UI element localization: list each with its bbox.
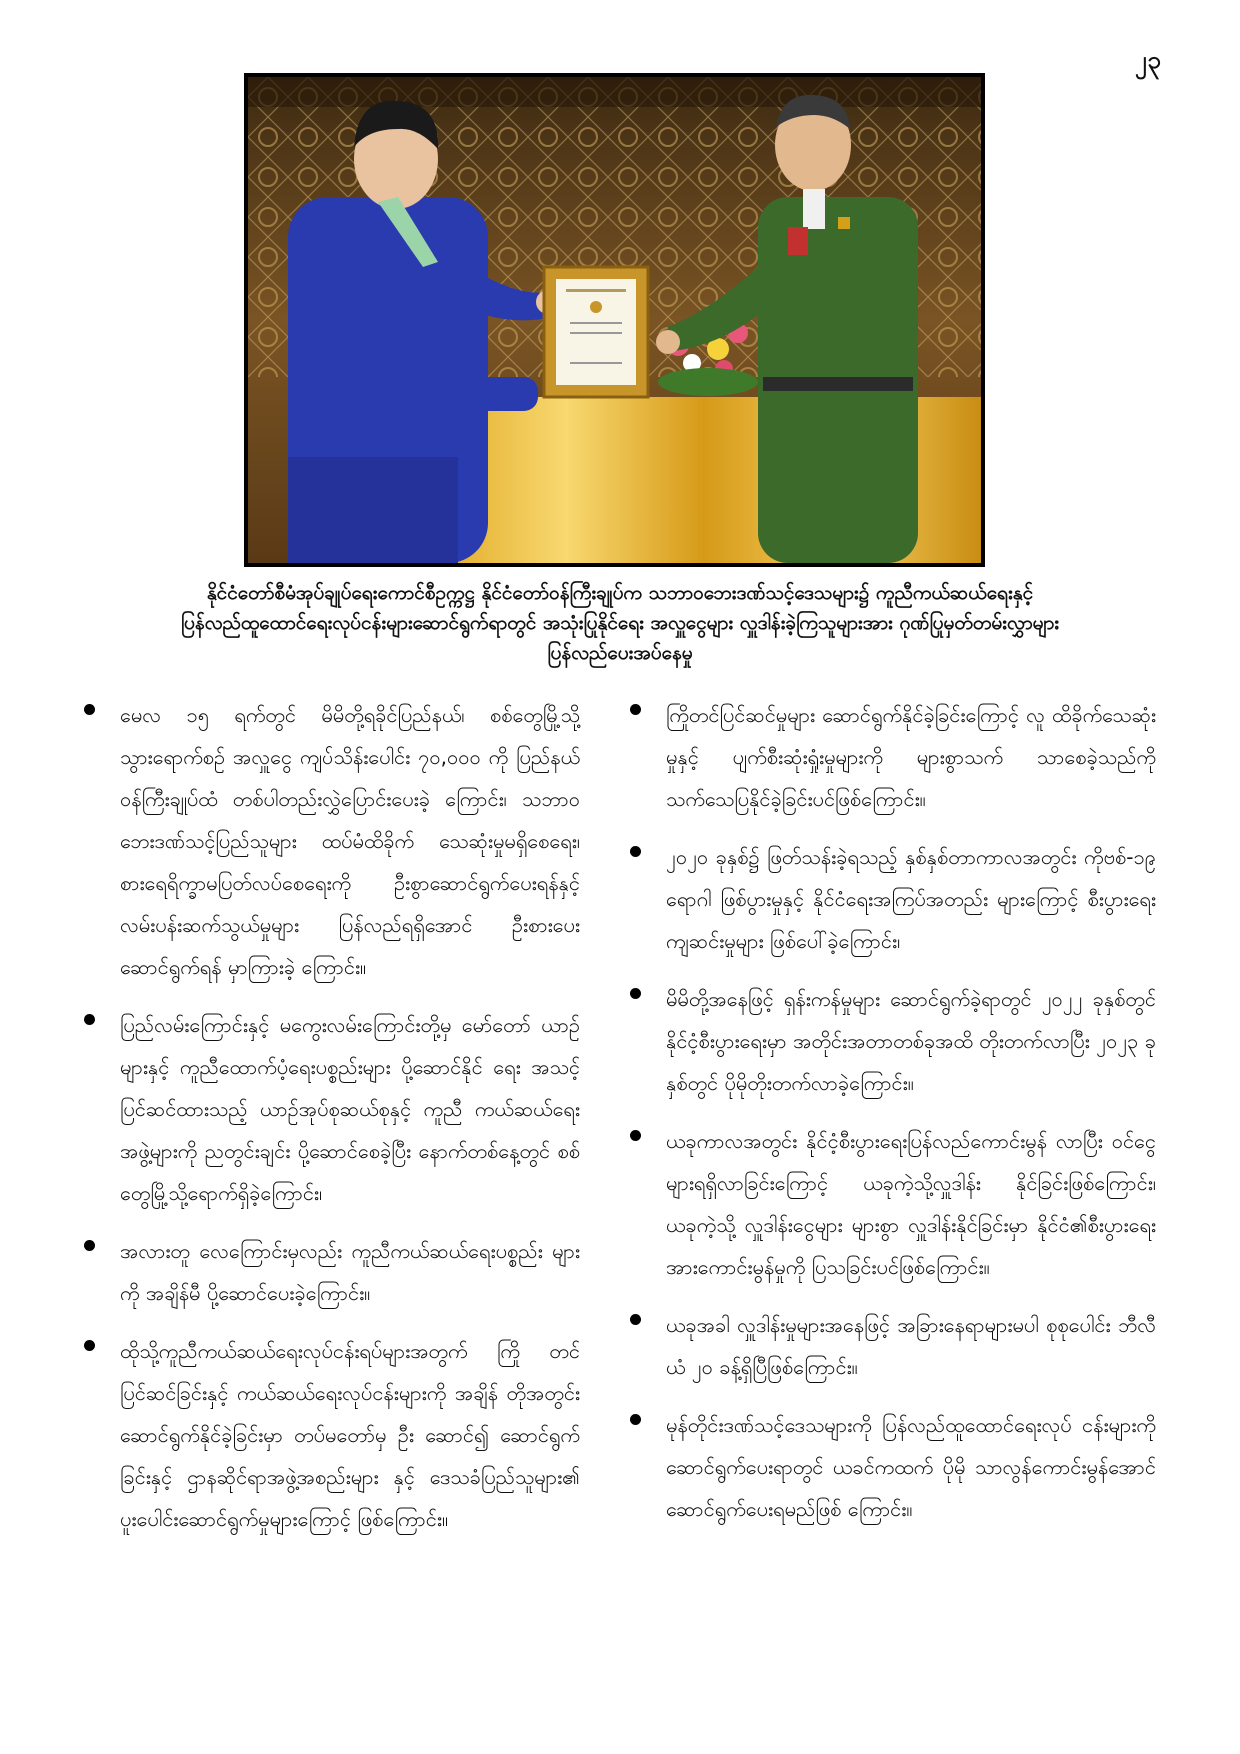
ceremony-photo-illustration xyxy=(248,77,981,563)
bullet-dot-icon xyxy=(84,1014,95,1025)
bullet-text: မုန်တိုင်းဒဏ်သင့်ဒေသများကို ပြန်လည်ထူထောင်ရေးလုပ် ငန်းများကို ဆောင်ရွက်ပေးရာတွင် ယခင်ကထက် ပိုမို သာလွန်ကောင်းမွန်အောင် ဆောင်ရွက်ပေးရမည်ဖြစ် ကြောင်း။ xyxy=(666,1413,1156,1521)
bullet-text: မေလ ၁၅ ရက်တွင် မိမိတို့ရခိုင်ပြည်နယ်၊ စစ်တွေမြို့သို့ သွားရောက်စဉ် အလှူငွေ ကျပ်သိန်းပေါင်း ၇၀,၀၀၀ ကို ပြည်နယ်ဝန်ကြီးချုပ်ထံ တစ်ပါတည်းလွှဲပြောင်းပေးခဲ့ ကြောင်း၊ သဘာဝဘေးဒဏ်သင့်ပြည်သူများ ထပ်မံထိခိုက် သေဆုံးမှုမရှိစေရေး၊ စားရေရိက္ခာမပြတ်လပ်စေရေးကို ဦးစွာဆောင်ရွက်ပေးရန်နှင့် လမ်းပန်းဆက်သွယ်မှုများ ပြန်လည်ရရှိအောင် ဦးစားပေးဆောင်ရွက်ရန် မှာကြားခဲ့ ကြောင်း။ xyxy=(120,703,580,979)
bullet-dot-icon xyxy=(84,1340,95,1351)
bullet-text: ၂၀၂၀ ခုနှစ်၌ ဖြတ်သန်းခဲ့ရသည့် နှစ်နှစ်တာကာလအတွင်း ကိုဗစ်-၁၉ ရောဂါ ဖြစ်ပွားမှုနှင့် နိုင်ငံရေးအကြပ်အတည်း များကြောင့် စီးပွားရေးကျဆင်းမှုများ ဖြစ်ပေါ်ခဲ့ကြောင်း၊ xyxy=(666,845,1156,953)
bullet-dot-icon xyxy=(630,846,641,857)
bullet-dot-icon xyxy=(630,1414,641,1425)
caption-line: ပြန်လည်ပေးအပ်နေမှု xyxy=(547,642,693,664)
bullet-dot-icon xyxy=(84,704,95,715)
bullet-item xyxy=(626,1120,1156,1288)
bullet-item xyxy=(80,1230,580,1314)
bullet-dot-icon xyxy=(630,1130,641,1141)
bullet-dot-icon xyxy=(84,1240,95,1251)
news-photo xyxy=(244,73,985,567)
photo-caption xyxy=(90,578,1150,668)
bullet-item xyxy=(626,836,1156,962)
bullet-dot-icon xyxy=(630,704,641,715)
bullet-dot-icon xyxy=(630,988,641,999)
bullet-item xyxy=(626,978,1156,1104)
bullet-item xyxy=(626,694,1156,820)
caption-line: နိုင်ငံတော်စီမံအုပ်ချုပ်ရေးကောင်စီဥက္ကဋ္ဌ နိုင်ငံတော်ဝန်ကြီးချုပ်က သဘာဝဘေးဒဏ်သင့်ဒေသများ၌ ကူညီကယ်ဆယ်ရေးနှင့် xyxy=(206,582,1034,604)
bullet-item xyxy=(80,694,580,988)
bullet-text: မိမိတို့အနေဖြင့် ရှန်းကန်မှုများ ဆောင်ရွက်ခဲ့ရာတွင် ၂၀၂၂ ခုနှစ်တွင် နိုင်ငံ့စီးပွားရေးမှာ အတိုင်းအတာတစ်ခုအထိ တိုးတက်လာပြီး ၂၀၂၃ ခုနှစ်တွင် ပိုမိုတိုးတက်လာခဲ့ကြောင်း။ xyxy=(666,987,1156,1095)
left-column xyxy=(80,694,580,1556)
page-number: ၂၃ xyxy=(1134,46,1162,74)
bullet-text: ကြိုတင်ပြင်ဆင်မှုများ ဆောင်ရွက်နိုင်ခဲ့ခြင်းကြောင့် လူ ထိခိုက်သေဆုံးမှုနှင့် ပျက်စီးဆုံးရှုံးမှုများကို များစွာသက် သာစေခဲ့သည်ကို သက်သေပြနိုင်ခဲ့ခြင်းပင်ဖြစ်ကြောင်း။ xyxy=(666,703,1156,811)
caption-line: ပြန်လည်ထူထောင်ရေးလုပ်ငန်းများဆောင်ရွက်ရာတွင် အသုံးပြုနိုင်ရေး အလှူငွေများ လှူဒါန်းခဲ့ကြသူများအား ဂုဏ်ပြုမှတ်တမ်းလွှာများ xyxy=(180,612,1060,634)
bullet-text: ယခုကာလအတွင်း နိုင်ငံ့စီးပွားရေးပြန်လည်ကောင်းမွန် လာပြီး ဝင်ငွေများရရှိလာခြင်းကြောင့် ယခုကဲ့သို့လှူဒါန်း နိုင်ခြင်းဖြစ်ကြောင်း၊ ယခုကဲ့သို့ လှူဒါန်းငွေများ များစွာ လှူဒါန်းနိုင်ခြင်းမှာ နိုင်ငံ၏စီးပွားရေးအားကောင်းမွန်မှုကို ပြသခြင်းပင်ဖြစ်ကြောင်း။ xyxy=(666,1129,1156,1279)
bullet-text: ယခုအခါ လှူဒါန်းမှုများအနေဖြင့် အခြားနေရာများမပါ စုစုပေါင်း ဘီလီယံ ၂၀ ခန့်ရှိပြီဖြစ်ကြောင်း။ xyxy=(666,1313,1156,1379)
bullet-text: ပြည်လမ်းကြောင်းနှင့် မကွေးလမ်းကြောင်းတို့မှ မော်တော် ယာဉ်များနှင့် ကူညီထောက်ပံ့ရေးပစ္စည်းများ ပို့ဆောင်နိုင် ရေး အသင့်ပြင်ဆင်ထားသည့် ယာဉ်အုပ်စုဆယ်စုနှင့် ကူညီ ကယ်ဆယ်ရေးအဖွဲ့များကို ညတွင်းချင်း ပို့ဆောင်စေခဲ့ပြီး နောက်တစ်နေ့တွင် စစ်တွေမြို့သို့ရောက်ရှိခဲ့ကြောင်း၊ xyxy=(120,1013,580,1205)
bullet-text: အလားတူ လေကြောင်းမှလည်း ကူညီကယ်ဆယ်ရေးပစ္စည်း များကို အချိန်မီ ပို့ဆောင်ပေးခဲ့ကြောင်း။ xyxy=(120,1239,580,1305)
bullet-item xyxy=(626,1404,1156,1530)
bullet-dot-icon xyxy=(630,1314,641,1325)
bullet-item xyxy=(626,1304,1156,1388)
bullet-item xyxy=(80,1330,580,1540)
right-column xyxy=(626,694,1156,1546)
bullet-text: ထိုသို့ကူညီကယ်ဆယ်ရေးလုပ်ငန်းရပ်များအတွက် ကြို တင်ပြင်ဆင်ခြင်းနှင့် ကယ်ဆယ်ရေးလုပ်ငန်းများကို အချိန် တိုအတွင်း ဆောင်ရွက်နိုင်ခဲ့ခြင်းမှာ တပ်မတော်မှ ဦး ဆောင်၍ ဆောင်ရွက်ခြင်းနှင့် ဌာနဆိုင်ရာအဖွဲ့အစည်းများ နှင့် ဒေသခံပြည်သူများ၏ ပူးပေါင်းဆောင်ရွက်မှုများကြောင့် ဖြစ်ကြောင်း။ xyxy=(120,1339,580,1531)
bullet-item xyxy=(80,1004,580,1214)
